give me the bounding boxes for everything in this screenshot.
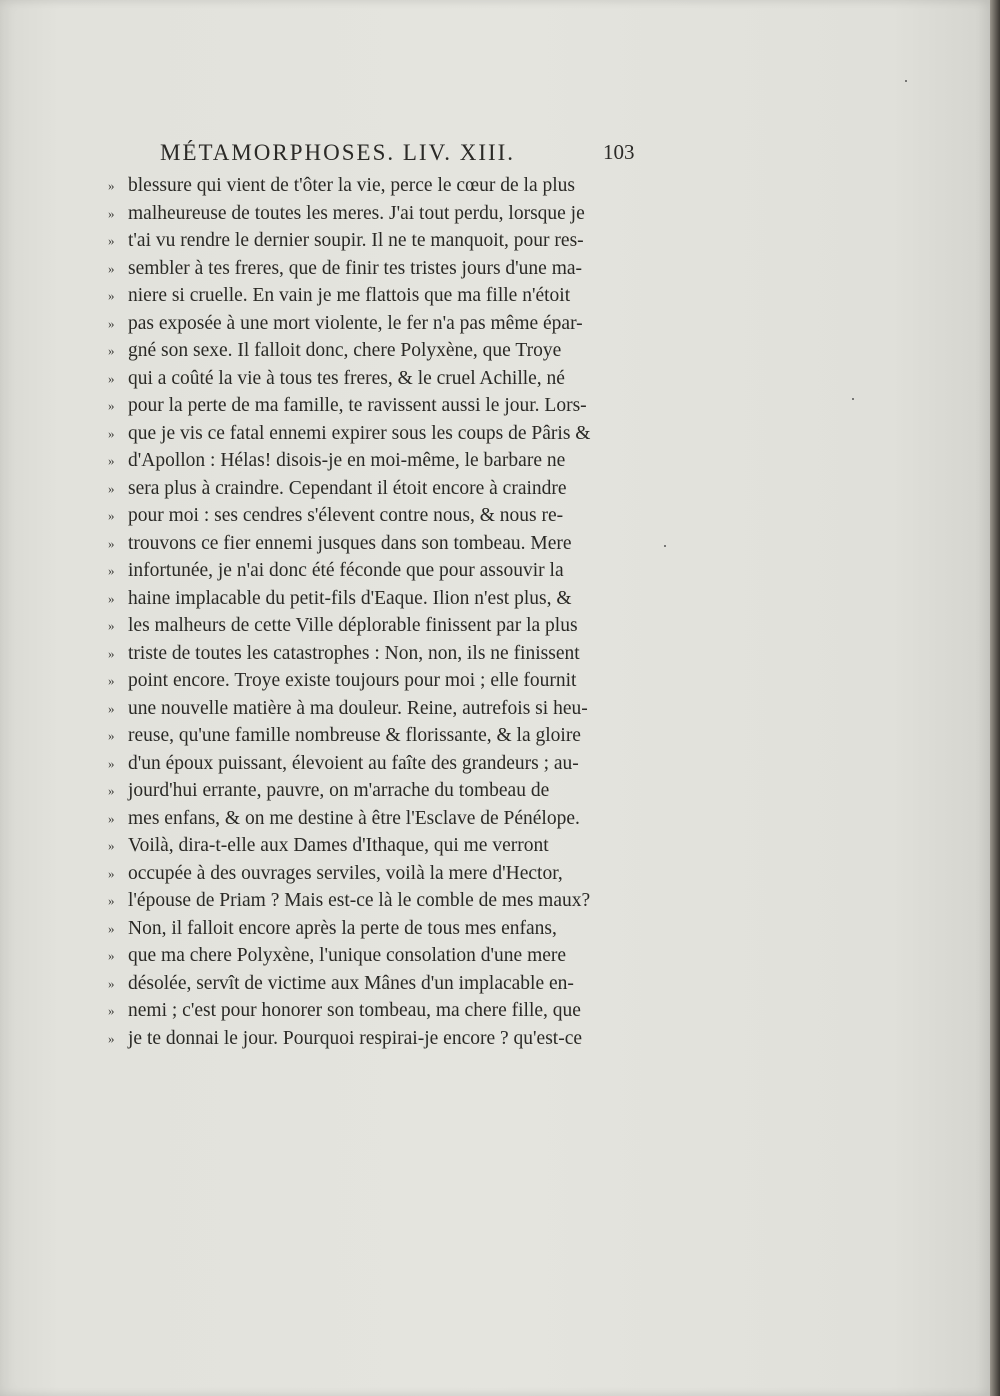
text-line-content: jourd'hui errante, pauvre, on m'arrache du tombeau de: [128, 780, 550, 801]
text-line: [108, 750, 668, 778]
text-line: [108, 337, 668, 365]
text-line: [108, 667, 668, 695]
quotation-mark: »: [108, 948, 115, 963]
quotation-mark: »: [108, 508, 115, 523]
paper-speck: [905, 80, 907, 82]
text-line: [108, 640, 668, 668]
text-line: [108, 447, 668, 475]
body-text: [108, 172, 668, 1052]
text-line-content: sera plus à craindre. Cependant il étoit encore à craindre: [128, 477, 567, 499]
quotation-mark: »: [108, 425, 115, 441]
text-line-content: pour moi : ses cendres s'élevent contre nous, & nous re-: [128, 505, 564, 526]
paper-speck: [852, 398, 854, 400]
quotation-mark: »: [108, 700, 115, 716]
text-line-content: Non, il falloit encore après la perte de tous mes enfans,: [128, 917, 557, 939]
text-line-content: nemi ; c'est pour honorer son tombeau, ma chere fille, que: [128, 1000, 581, 1021]
quotation-mark: »: [108, 178, 115, 193]
quotation-mark: »: [108, 893, 115, 908]
quotation-mark: »: [108, 838, 115, 853]
text-line: [108, 172, 668, 200]
text-line: [108, 832, 668, 860]
page-number: 103: [603, 140, 635, 164]
quotation-mark: »: [108, 260, 115, 276]
text-line-content: blessure qui vient de t'ôter la vie, perce le cœur de la plus: [128, 175, 575, 196]
text-line-content: qui a coûté la vie à tous tes freres, & le cruel Achille, né: [128, 367, 565, 389]
quotation-mark: »: [108, 755, 115, 771]
text-line-content: désolée, servît de victime aux Mânes d'un implacable en-: [128, 972, 574, 994]
text-line-content: haine implacable du petit-fils d'Eaque. Ilion n'est plus, &: [128, 587, 572, 609]
text-line-content: pour la perte de ma famille, te ravissent aussi le jour. Lors-: [128, 395, 587, 416]
text-line-content: une nouvelle matière à ma douleur. Reine, autrefois si heu-: [128, 697, 588, 719]
text-line: [108, 942, 668, 970]
text-line: [108, 502, 668, 530]
quotation-mark: »: [108, 398, 115, 413]
text-line-content: que ma chere Polyxène, l'unique consolation d'une mere: [128, 945, 567, 966]
text-line: [108, 805, 668, 833]
text-line-content: triste de toutes les catastrophes : Non, non, ils ne finissent: [128, 642, 580, 664]
text-line-content: gné son sexe. Il falloit donc, chere Polyxène, que Troye: [128, 340, 562, 361]
text-line: [108, 612, 668, 640]
text-line-content: point encore. Troye existe toujours pour moi ; elle fournit: [128, 670, 577, 691]
text-line-content: d'Apollon : Hélas! disois-je en moi-même, le barbare ne: [128, 450, 566, 471]
quotation-mark: »: [108, 590, 115, 606]
text-line: [108, 970, 668, 998]
quotation-mark: »: [108, 618, 115, 633]
text-line: [108, 310, 668, 338]
text-line: [108, 530, 668, 558]
text-line: [108, 227, 668, 255]
text-line-content: occupée à des ouvrages serviles, voilà la mere d'Hector,: [128, 862, 563, 884]
text-line: [108, 282, 668, 310]
text-line: [108, 557, 668, 585]
quotation-mark: »: [108, 343, 115, 358]
text-line-content: que je vis ce fatal ennemi expirer sous les coups de Pâris &: [128, 422, 591, 444]
quotation-mark: »: [108, 535, 115, 551]
quotation-mark: »: [108, 233, 115, 248]
text-line: [108, 777, 668, 805]
text-line-content: je te donnai le jour. Pourquoi respirai-je encore ? qu'est-ce: [128, 1027, 583, 1049]
page-edge-shadow: [990, 0, 1000, 1396]
quotation-mark: »: [108, 865, 115, 881]
text-line-content: l'épouse de Priam ? Mais est-ce là le comble de mes maux?: [128, 890, 591, 911]
text-line-content: niere si cruelle. En vain je me flattois que ma fille n'étoit: [128, 285, 571, 306]
quotation-mark: »: [108, 205, 115, 221]
running-title: MÉTAMORPHOSES. LIV. XIII.: [160, 140, 516, 165]
quotation-mark: »: [108, 370, 115, 386]
paper-speck: [664, 545, 666, 547]
text-line-content: mes enfans, & on me destine à être l'Esclave de Pénélope.: [128, 807, 580, 829]
text-line: [108, 997, 668, 1025]
text-line-content: infortunée, je n'ai donc été féconde que pour assouvir la: [128, 560, 564, 581]
text-line: [108, 392, 668, 420]
quotation-mark: »: [108, 288, 115, 303]
text-line: [108, 475, 668, 503]
text-line-content: sembler à tes freres, que de finir tes tristes jours d'une ma-: [128, 257, 583, 279]
text-line: [108, 365, 668, 393]
text-line-content: reuse, qu'une famille nombreuse & florissante, & la gloire: [128, 725, 581, 746]
text-line-content: malheureuse de toutes les meres. J'ai tout perdu, lorsque je: [128, 202, 585, 224]
text-line: [108, 585, 668, 613]
text-line-content: trouvons ce fier ennemi jusques dans son tombeau. Mere: [128, 532, 572, 554]
text-line: [108, 420, 668, 448]
quotation-mark: »: [108, 563, 115, 578]
text-line: [108, 695, 668, 723]
text-line: [108, 915, 668, 943]
text-line-content: t'ai vu rendre le dernier soupir. Il ne te manquoit, pour res-: [128, 230, 584, 251]
quotation-mark: »: [108, 480, 115, 496]
text-line-content: Voilà, dira-t-elle aux Dames d'Ithaque, qui me verront: [128, 835, 549, 856]
text-line: [108, 722, 668, 750]
quotation-mark: »: [108, 783, 115, 798]
text-line-content: pas exposée à une mort violente, le fer n'a pas même épar-: [128, 312, 583, 334]
quotation-mark: »: [108, 1003, 115, 1018]
quotation-mark: »: [108, 645, 115, 661]
text-line-content: les malheurs de cette Ville déplorable finissent par la plus: [128, 615, 578, 636]
text-line: [108, 860, 668, 888]
quotation-mark: »: [108, 920, 115, 936]
text-line: [108, 255, 668, 283]
text-line: [108, 887, 668, 915]
quotation-mark: »: [108, 315, 115, 331]
quotation-mark: »: [108, 453, 115, 468]
text-line-content: d'un époux puissant, élevoient au faîte des grandeurs ; au-: [128, 752, 579, 774]
quotation-mark: »: [108, 728, 115, 743]
quotation-mark: »: [108, 673, 115, 688]
quotation-mark: »: [108, 1030, 115, 1046]
quotation-mark: »: [108, 975, 115, 991]
quotation-mark: »: [108, 810, 115, 826]
text-line: [108, 200, 668, 228]
text-line: [108, 1025, 668, 1053]
